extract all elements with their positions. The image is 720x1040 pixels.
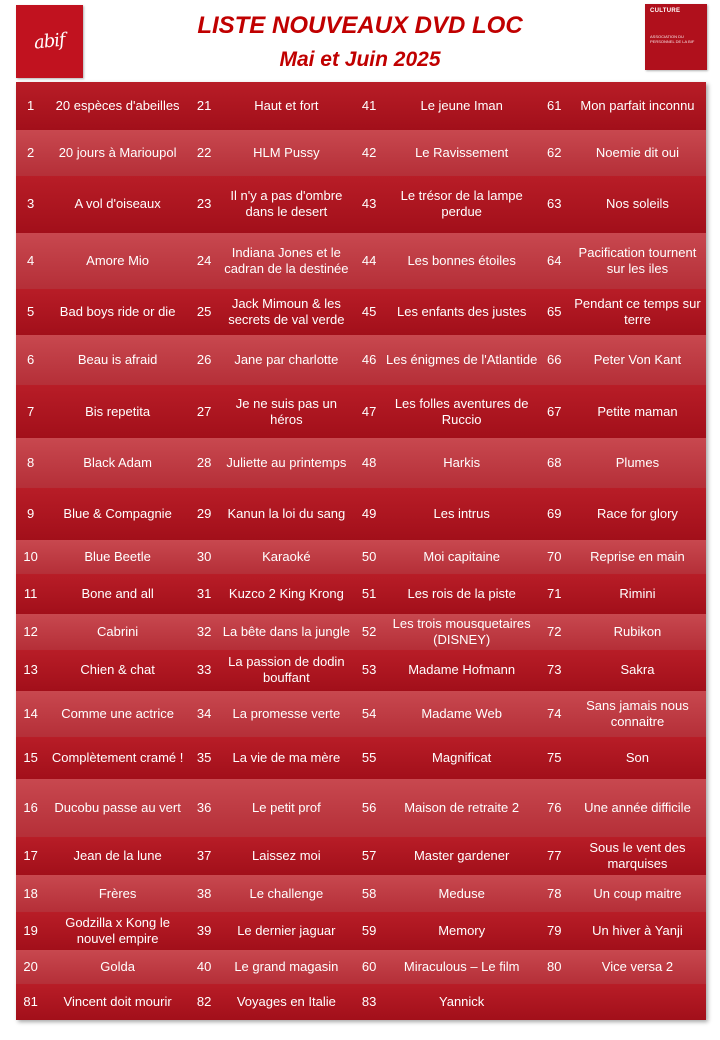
dvd-number: 52	[361, 623, 377, 639]
dvd-title: Nos soleils	[606, 196, 669, 212]
dvd-number: 8	[27, 455, 35, 471]
dvd-title: Il n'y a pas d'ombre dans le desert	[230, 188, 343, 220]
dvd-title: Rimini	[619, 585, 656, 601]
dvd-number: 12	[23, 623, 38, 639]
dvd-number: 77	[547, 847, 562, 863]
dvd-title: Pendant ce temps sur terre	[574, 296, 701, 327]
dvd-number: 23	[196, 196, 212, 212]
dvd-title: Sous le vent des marquises	[589, 839, 686, 871]
dvd-number: 68	[547, 455, 562, 471]
dvd-title: Sakra	[620, 662, 655, 678]
dvd-number: 45	[361, 304, 377, 319]
table-row	[16, 875, 706, 913]
dvd-title: Godzilla x Kong le nouvel empire	[65, 915, 170, 947]
dvd-number: 18	[23, 885, 38, 901]
table-row	[16, 614, 706, 650]
dvd-number: 16	[23, 799, 38, 815]
dvd-title: Les enfants des justes	[396, 304, 527, 319]
dvd-number: 71	[547, 585, 562, 601]
dvd-title: Madame Web	[421, 706, 503, 722]
dvd-title: Complètement cramé !	[51, 750, 184, 766]
dvd-number: 61	[547, 97, 562, 113]
dvd-number: 78	[547, 885, 562, 901]
table-row	[16, 650, 706, 692]
dvd-number: 1	[27, 97, 35, 113]
table-row	[16, 289, 706, 335]
dvd-number: 55	[361, 750, 377, 766]
dvd-number: 66	[547, 351, 562, 367]
dvd-title: Un coup maitre	[593, 885, 682, 901]
dvd-number: 67	[547, 403, 562, 419]
dvd-title: Le petit prof	[252, 799, 321, 815]
dvd-number: 83	[361, 994, 377, 1010]
dvd-number: 70	[547, 548, 562, 564]
dvd-title: Noemie dit oui	[595, 144, 679, 160]
dvd-number: 14	[23, 706, 38, 722]
table-row	[16, 540, 706, 574]
dvd-number: 64	[547, 253, 562, 269]
dvd-number: 9	[27, 506, 35, 522]
dvd-title: Peter Von Kant	[593, 351, 682, 367]
dvd-number: 59	[361, 923, 377, 939]
table-row	[16, 233, 706, 289]
dvd-title: Golda	[100, 959, 135, 975]
table-row	[16, 912, 706, 950]
dvd-number: 5	[27, 304, 35, 319]
table-row	[16, 737, 706, 779]
dvd-title: Vincent doit mourir	[63, 994, 172, 1010]
dvd-title: Reprise en main	[590, 548, 685, 564]
dvd-title: Karaoké	[262, 548, 311, 564]
dvd-title: Le trésor de la lampe perdue	[400, 188, 523, 220]
dvd-number: 53	[361, 662, 377, 678]
dvd-title: Kanun la loi du sang	[227, 506, 346, 522]
dvd-title: Les rois de la piste	[407, 585, 516, 601]
dvd-number: 3	[27, 196, 35, 212]
dvd-title: Son	[625, 750, 650, 766]
page-title: LISTE NOUVEAUX DVD LOC	[197, 12, 523, 39]
dvd-title: Maison de retraite 2	[404, 799, 520, 815]
dvd-title: Cabrini	[97, 623, 139, 639]
dvd-title: Jean de la lune	[73, 847, 162, 863]
dvd-number: 49	[361, 506, 377, 522]
dvd-title: Moi capitaine	[423, 548, 500, 564]
dvd-number: 27	[196, 403, 212, 419]
dvd-title: Je ne suis pas un héros	[235, 395, 337, 427]
dvd-title: Juliette au printemps	[226, 455, 347, 471]
dvd-number: 44	[361, 253, 377, 269]
dvd-title: Indiana Jones et le cadran de la destinée	[224, 245, 349, 277]
dvd-title: Amore Mio	[86, 253, 150, 269]
dvd-title: Un hiver à Yanji	[592, 923, 683, 939]
table-row	[16, 130, 706, 176]
dvd-number: 30	[196, 548, 212, 564]
dvd-number: 69	[547, 506, 562, 522]
dvd-number: 74	[547, 706, 562, 722]
dvd-title: Miraculous – Le film	[403, 959, 520, 975]
dvd-title: Sans jamais nous connaitre	[586, 698, 689, 730]
dvd-number: 48	[361, 455, 377, 471]
dvd-title: Les énigmes de l'Atlantide	[385, 351, 538, 367]
dvd-list-table	[16, 82, 706, 1020]
dvd-number: 75	[547, 750, 562, 766]
table-row	[16, 691, 706, 737]
table-row	[16, 779, 706, 837]
dvd-title: Le dernier jaguar	[237, 923, 336, 939]
dvd-title: Les trois mousquetaires (DISNEY)	[392, 615, 531, 647]
dvd-title: Petite maman	[597, 403, 678, 419]
dvd-title: Mon parfait inconnu	[580, 97, 695, 113]
dvd-number: 17	[23, 847, 38, 863]
dvd-number: 80	[547, 959, 562, 975]
dvd-number: 72	[547, 623, 562, 639]
dvd-number: 13	[23, 662, 38, 678]
dvd-title: Black Adam	[83, 455, 152, 471]
dvd-number: 24	[196, 253, 212, 269]
dvd-number: 50	[361, 548, 377, 564]
dvd-number: 35	[196, 750, 212, 766]
dvd-title: Le Ravissement	[415, 144, 509, 160]
dvd-title: Yannick	[439, 994, 485, 1010]
dvd-number: 4	[27, 253, 35, 269]
dvd-title: Le grand magasin	[234, 959, 339, 975]
dvd-title: Bad boys ride or die	[59, 304, 176, 319]
dvd-title: Harkis	[443, 455, 481, 471]
dvd-number: 33	[196, 662, 212, 678]
dvd-title: Ducobu passe au vert	[54, 799, 181, 815]
dvd-title: Rubikon	[613, 623, 662, 639]
dvd-number: 63	[547, 196, 562, 212]
abif-logo-mark: abif	[33, 29, 66, 54]
dvd-title: Memory	[438, 923, 486, 939]
dvd-number: 21	[196, 97, 212, 113]
dvd-title: Le jeune Iman	[420, 97, 503, 113]
dvd-number: 20	[23, 959, 38, 975]
dvd-number: 81	[23, 994, 38, 1010]
dvd-title: HLM Pussy	[253, 144, 320, 160]
dvd-number: 29	[196, 506, 212, 522]
dvd-number: 7	[27, 403, 35, 419]
dvd-title: La promesse verte	[232, 706, 341, 722]
culture-logo	[645, 4, 707, 70]
culture-logo-title: CULTURE	[650, 8, 681, 14]
dvd-title: Race for glory	[596, 506, 678, 522]
dvd-title: Chien & chat	[80, 662, 155, 678]
dvd-title: Beau is afraid	[77, 351, 158, 367]
dvd-title: Une année difficile	[584, 799, 691, 815]
dvd-number: 42	[361, 144, 377, 160]
dvd-title: Kuzco 2 King Krong	[228, 585, 344, 601]
dvd-title: Meduse	[438, 885, 485, 901]
table-row	[16, 950, 706, 984]
dvd-number: 62	[547, 144, 562, 160]
table-row	[16, 82, 706, 130]
dvd-title: La vie de ma mère	[232, 750, 341, 766]
table-row	[16, 438, 706, 488]
dvd-number: 28	[196, 455, 212, 471]
dvd-title: Les intrus	[433, 506, 490, 522]
dvd-title: Le challenge	[249, 885, 324, 901]
dvd-number: 19	[23, 923, 38, 939]
dvd-number: 38	[196, 885, 212, 901]
dvd-title: Blue & Compagnie	[63, 506, 172, 522]
dvd-title: A vol d'oiseaux	[74, 196, 161, 212]
dvd-title: Les bonnes étoiles	[407, 253, 516, 269]
dvd-title: La passion de dodin bouffant	[228, 654, 345, 686]
dvd-number: 10	[23, 548, 38, 564]
dvd-number: 22	[196, 144, 212, 160]
dvd-title: Pacification tournent sur les iles	[578, 245, 697, 277]
dvd-number: 37	[196, 847, 212, 863]
dvd-number: 73	[547, 662, 562, 678]
table-row	[16, 574, 706, 614]
dvd-number: 32	[196, 623, 212, 639]
dvd-title: Haut et fort	[254, 97, 319, 113]
dvd-title: Jane par charlotte	[234, 351, 339, 367]
table-row	[16, 176, 706, 234]
table-row	[16, 385, 706, 439]
dvd-number: 76	[547, 799, 562, 815]
dvd-number: 56	[361, 799, 377, 815]
dvd-title: La bête dans la jungle	[222, 623, 350, 639]
dvd-number: 25	[196, 304, 212, 319]
dvd-title: Vice versa 2	[601, 959, 674, 975]
dvd-number: 54	[361, 706, 377, 722]
dvd-number: 82	[196, 994, 212, 1010]
dvd-number: 39	[196, 923, 212, 939]
dvd-number: 65	[547, 304, 562, 319]
dvd-title: Comme une actrice	[61, 706, 174, 722]
dvd-title: Master gardener	[413, 847, 510, 863]
abif-logo	[16, 5, 83, 78]
dvd-number: 6	[27, 351, 35, 367]
dvd-title: Les folles aventures de Ruccio	[394, 395, 529, 427]
culture-logo-subtitle: ASSOCIATION DU PERSONNEL DE LA BIF	[650, 34, 695, 44]
dvd-title: 20 espèces d'abeilles	[55, 97, 180, 113]
dvd-number: 15	[23, 750, 38, 766]
dvd-number: 57	[361, 847, 377, 863]
dvd-number: 41	[361, 97, 377, 113]
dvd-number: 47	[361, 403, 377, 419]
dvd-title: Madame Hofmann	[408, 662, 516, 678]
dvd-title: Voyages en Italie	[236, 994, 336, 1010]
dvd-number: 26	[196, 351, 212, 367]
dvd-title: 20 jours à Marioupol	[58, 144, 177, 160]
dvd-title: Blue Beetle	[84, 548, 151, 564]
dvd-title: Plumes	[615, 455, 660, 471]
dvd-title: Magnificat	[432, 750, 492, 766]
dvd-number: 43	[361, 196, 377, 212]
dvd-number: 2	[27, 144, 35, 160]
dvd-number: 36	[196, 799, 212, 815]
dvd-title: Jack Mimoun & les secrets de val verde	[228, 296, 345, 327]
dvd-number: 34	[196, 706, 212, 722]
table-row	[16, 837, 706, 875]
dvd-number: 40	[196, 959, 212, 975]
dvd-number: 46	[361, 351, 377, 367]
page-subtitle: Mai et Juin 2025	[279, 48, 441, 71]
dvd-title: Frères	[98, 885, 137, 901]
dvd-number: 51	[361, 585, 377, 601]
dvd-number: 31	[196, 585, 212, 601]
dvd-number: 79	[547, 923, 562, 939]
dvd-number: 11	[23, 585, 38, 601]
dvd-title: Bone and all	[81, 585, 154, 601]
dvd-title: Bis repetita	[85, 403, 151, 419]
table-row	[16, 488, 706, 540]
dvd-number: 58	[361, 885, 377, 901]
table-row	[16, 335, 706, 385]
dvd-number: 60	[361, 959, 377, 975]
dvd-title: Laissez moi	[252, 847, 321, 863]
table-row	[16, 984, 706, 1020]
